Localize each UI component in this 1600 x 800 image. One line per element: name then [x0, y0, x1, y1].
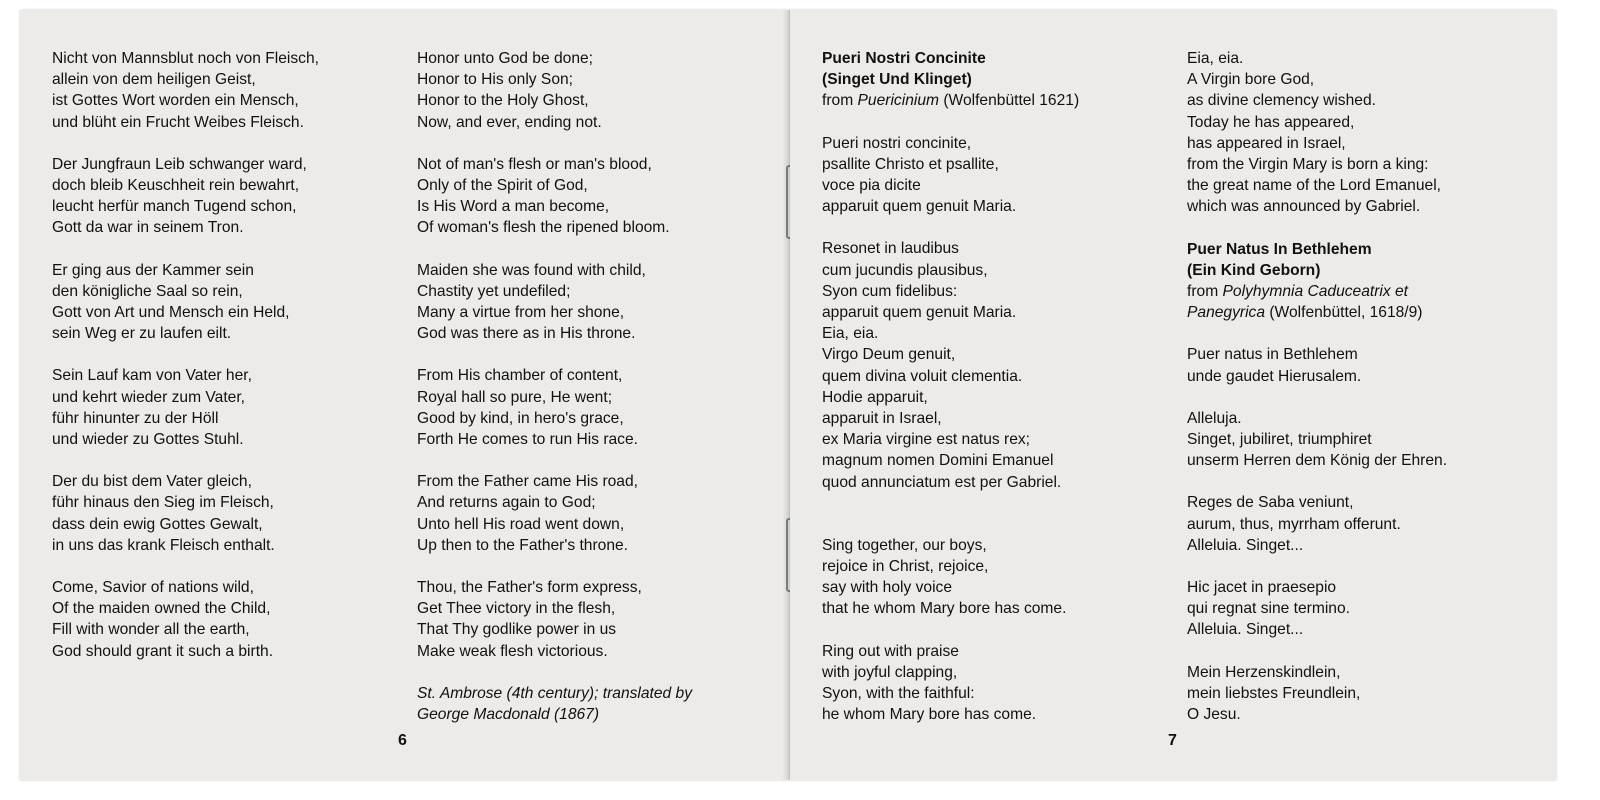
verse-line: Only of the Spirit of God,: [417, 177, 588, 195]
stanza: [52, 577, 319, 662]
verse-line: Come, Savior of nations wild,: [52, 579, 254, 597]
stanza: [822, 238, 1079, 492]
verse-line: Alleluia. Singet...: [1187, 536, 1304, 554]
verse-line: Alleluja.: [1187, 409, 1242, 427]
verse-line: Ring out with praise: [822, 642, 959, 660]
verse-line: den königliche Saal so rein,: [52, 282, 243, 300]
verse-line: und wieder zu Gottes Stuhl.: [52, 431, 244, 449]
verse-line: apparuit quem genuit Maria.: [822, 198, 1017, 216]
verse-line: that he whom Mary bore has come.: [822, 600, 1067, 618]
verse-line: Gott von Art und Mensch ein Held,: [52, 304, 290, 322]
stanza: [1187, 408, 1447, 472]
verse-line: apparuit in Israel,: [822, 410, 942, 428]
verse-line: Get Thee victory in the flesh,: [417, 600, 616, 618]
verse-line: Of the maiden owned the Child,: [52, 600, 271, 618]
verse-line: Der du bist dem Vater gleich,: [52, 473, 252, 491]
verse-line: sein Weg er zu laufen eilt.: [52, 325, 232, 343]
verse-line: Sing together, our boys,: [822, 536, 987, 554]
stanza: [822, 535, 1079, 620]
stanza: [1187, 662, 1447, 726]
verse-line: From His chamber of content,: [417, 367, 623, 385]
verse-line: Reges de Saba veniunt,: [1187, 494, 1354, 512]
stanza: [822, 641, 1079, 726]
verse-line: Royal hall so pure, He went;: [417, 388, 613, 406]
verse-line: he whom Mary bore has come.: [822, 706, 1037, 724]
stanza: [417, 154, 692, 239]
german-hymn-column: [52, 48, 319, 683]
verse-line: und blüht ein Frucht Weibes Fleisch.: [52, 113, 304, 131]
verse-line: Der Jungfraun Leib schwanger ward,: [52, 155, 307, 173]
stanza: [1187, 577, 1447, 641]
verse-line: unde gaudet Hierusalem.: [1187, 367, 1362, 385]
verse-line: say with holy voice: [822, 579, 953, 597]
song-title-pueri-nostri: Pueri Nostri Concinite (Singet Und Klinget): [822, 50, 986, 89]
verse-line: Many a virtue from her shone,: [417, 304, 625, 322]
song-title-puer-natus: Puer Natus In Bethlehem (Ein Kind Geborn): [1187, 240, 1372, 279]
verse-line: Syon cum fidelibus:: [822, 282, 958, 300]
verse-line: quem divina voluit clementia.: [822, 367, 1023, 385]
stanza: [52, 48, 319, 133]
verse-line: doch bleib Keuschheit rein bewahrt,: [52, 177, 300, 195]
attribution: St. Ambrose (4th century); translated by George Macdonald (1867): [417, 684, 693, 724]
verse-line: magnum nomen Domini Emanuel: [822, 452, 1054, 470]
verse-line: Maiden she was found with child,: [417, 261, 646, 279]
verse-line: allein von dem heiligen Geist,: [52, 71, 256, 89]
verse-line: Fill with wonder all the earth,: [52, 621, 250, 639]
verse-line: Mein Herzenskindlein,: [1187, 663, 1341, 681]
verse-line: mein liebstes Freundlein,: [1187, 684, 1361, 702]
stanza: [52, 365, 319, 450]
stanza: [417, 260, 692, 345]
verse-line: the great name of the Lord Emanuel,: [1187, 177, 1441, 195]
stanza: [52, 260, 319, 345]
verse-line: God was there as in His throne.: [417, 325, 636, 343]
verse-line: führ hinunter zu der Höll: [52, 409, 219, 427]
verse-line: Eia, eia.: [822, 325, 879, 343]
verse-line: From the Father came His road,: [417, 473, 638, 491]
verse-line: Hodie apparuit,: [822, 388, 928, 406]
verse-line: führ hinaus den Sieg im Fleisch,: [52, 494, 274, 512]
verse-line: God should grant it such a birth.: [52, 642, 274, 660]
verse-line: Today he has appeared,: [1187, 113, 1355, 131]
verse-line: Chastity yet undefiled;: [417, 282, 571, 300]
verse-line: Pueri nostri concinite,: [822, 134, 972, 152]
verse-line: Of woman's flesh the ripened bloom.: [417, 219, 670, 237]
verse-line: Honor unto God be done;: [417, 50, 593, 67]
verse-line: Singet, jubiliret, triumphiret: [1187, 431, 1372, 449]
stanza: [417, 577, 692, 662]
verse-line: qui regnat sine termino.: [1187, 600, 1350, 618]
verse-line: Nicht von Mannsblut noch von Fleisch,: [52, 50, 319, 67]
verse-line: O Jesu.: [1187, 706, 1241, 724]
stanza: [417, 365, 692, 450]
verse-line: Eia, eia.: [1187, 50, 1244, 67]
verse-line: Not of man's flesh or man's blood,: [417, 155, 652, 173]
verse-line: Is His Word a man become,: [417, 198, 610, 216]
verse-line: ex Maria virgine est natus rex;: [822, 431, 1031, 449]
stanza: [822, 133, 1079, 218]
verse-line: Puer natus in Bethlehem: [1187, 346, 1358, 364]
verse-line: aurum, thus, myrrham offerunt.: [1187, 515, 1401, 533]
verse-line: dass dein ewig Gottes Gewalt,: [52, 515, 263, 533]
verse-line: Honor to His only Son;: [417, 71, 574, 89]
verse-line: Syon, with the faithful:: [822, 685, 975, 703]
song-source-polyhymnia: from Polyhymnia Caduceatrix et Panegyrica (Wolfenbüttel, 1618/9): [1187, 283, 1423, 322]
verse-line: Make weak flesh victorious.: [417, 642, 608, 660]
verse-line: Forth He comes to run His race.: [417, 431, 638, 449]
verse-line: Hic jacet in praesepio: [1187, 579, 1337, 597]
page-number-7: 7: [1168, 732, 1177, 749]
verse-line: voce pia dicite: [822, 177, 921, 195]
verse-line: That Thy godlike power in us: [417, 621, 617, 639]
verse-line: Alleluia. Singet...: [1187, 621, 1304, 639]
verse-line: Good by kind, in hero's grace,: [417, 409, 624, 427]
verse-line: rejoice in Christ, rejoice,: [822, 558, 989, 576]
verse-line: unserm Herren dem König der Ehren.: [1187, 452, 1448, 470]
verse-line: Now, and ever, ending not.: [417, 113, 602, 131]
english-hymn-column: [417, 48, 692, 725]
verse-line: psallite Christo et psallite,: [822, 155, 999, 173]
page-6: [20, 10, 790, 780]
stanza: [417, 48, 692, 133]
stanza: [1187, 492, 1447, 556]
verse-line: und kehrt wieder zum Vater,: [52, 388, 245, 406]
verse-line: from the Virgin Mary is born a king:: [1187, 156, 1429, 174]
spacer: [822, 514, 1079, 535]
verse-line: Unto hell His road went down,: [417, 515, 625, 533]
verse-line: as divine clemency wished.: [1187, 92, 1376, 110]
verse-line: in uns das krank Fleisch enthalt.: [52, 536, 275, 554]
verse-line: Honor to the Holy Ghost,: [417, 92, 589, 110]
verse-line: with joyful clapping,: [822, 663, 958, 681]
verse-line: has appeared in Israel,: [1187, 134, 1346, 152]
verse-line: A Virgin bore God,: [1187, 71, 1315, 89]
verse-line: Thou, the Father's form express,: [417, 579, 642, 597]
stanza: [52, 471, 319, 556]
verse-line: quod annunciatum est per Gabriel.: [822, 473, 1062, 491]
verse-line: Sein Lauf kam von Vater her,: [52, 367, 252, 385]
verse-line: And returns again to God;: [417, 494, 596, 512]
verse-line: cum jucundis plausibus,: [822, 261, 988, 279]
verse-line: apparuit quem genuit Maria.: [822, 304, 1017, 322]
verse-line: Virgo Deum genuit,: [822, 346, 956, 364]
verse-line: Gott da war in seinem Tron.: [52, 219, 244, 237]
stanza: [1187, 344, 1447, 386]
verse-line: leucht herfür manch Tugend schon,: [52, 198, 297, 216]
puer-natus-column: [1187, 48, 1447, 746]
page-7: [790, 10, 1556, 780]
pueri-nostri-column: [822, 48, 1079, 746]
stanza: [1187, 48, 1447, 218]
verse-line: which was announced by Gabriel.: [1187, 198, 1421, 216]
verse-line: Er ging aus der Kammer sein: [52, 261, 254, 279]
page-number-6: 6: [398, 732, 407, 749]
verse-line: Resonet in laudibus: [822, 240, 959, 258]
stanza: [52, 154, 319, 239]
stanza: [417, 471, 692, 556]
song-source-puericinium: from Puericinium (Wolfenbüttel 1621): [822, 92, 1080, 110]
verse-line: ist Gottes Wort worden ein Mensch,: [52, 92, 299, 110]
verse-line: Up then to the Father's throne.: [417, 536, 629, 554]
